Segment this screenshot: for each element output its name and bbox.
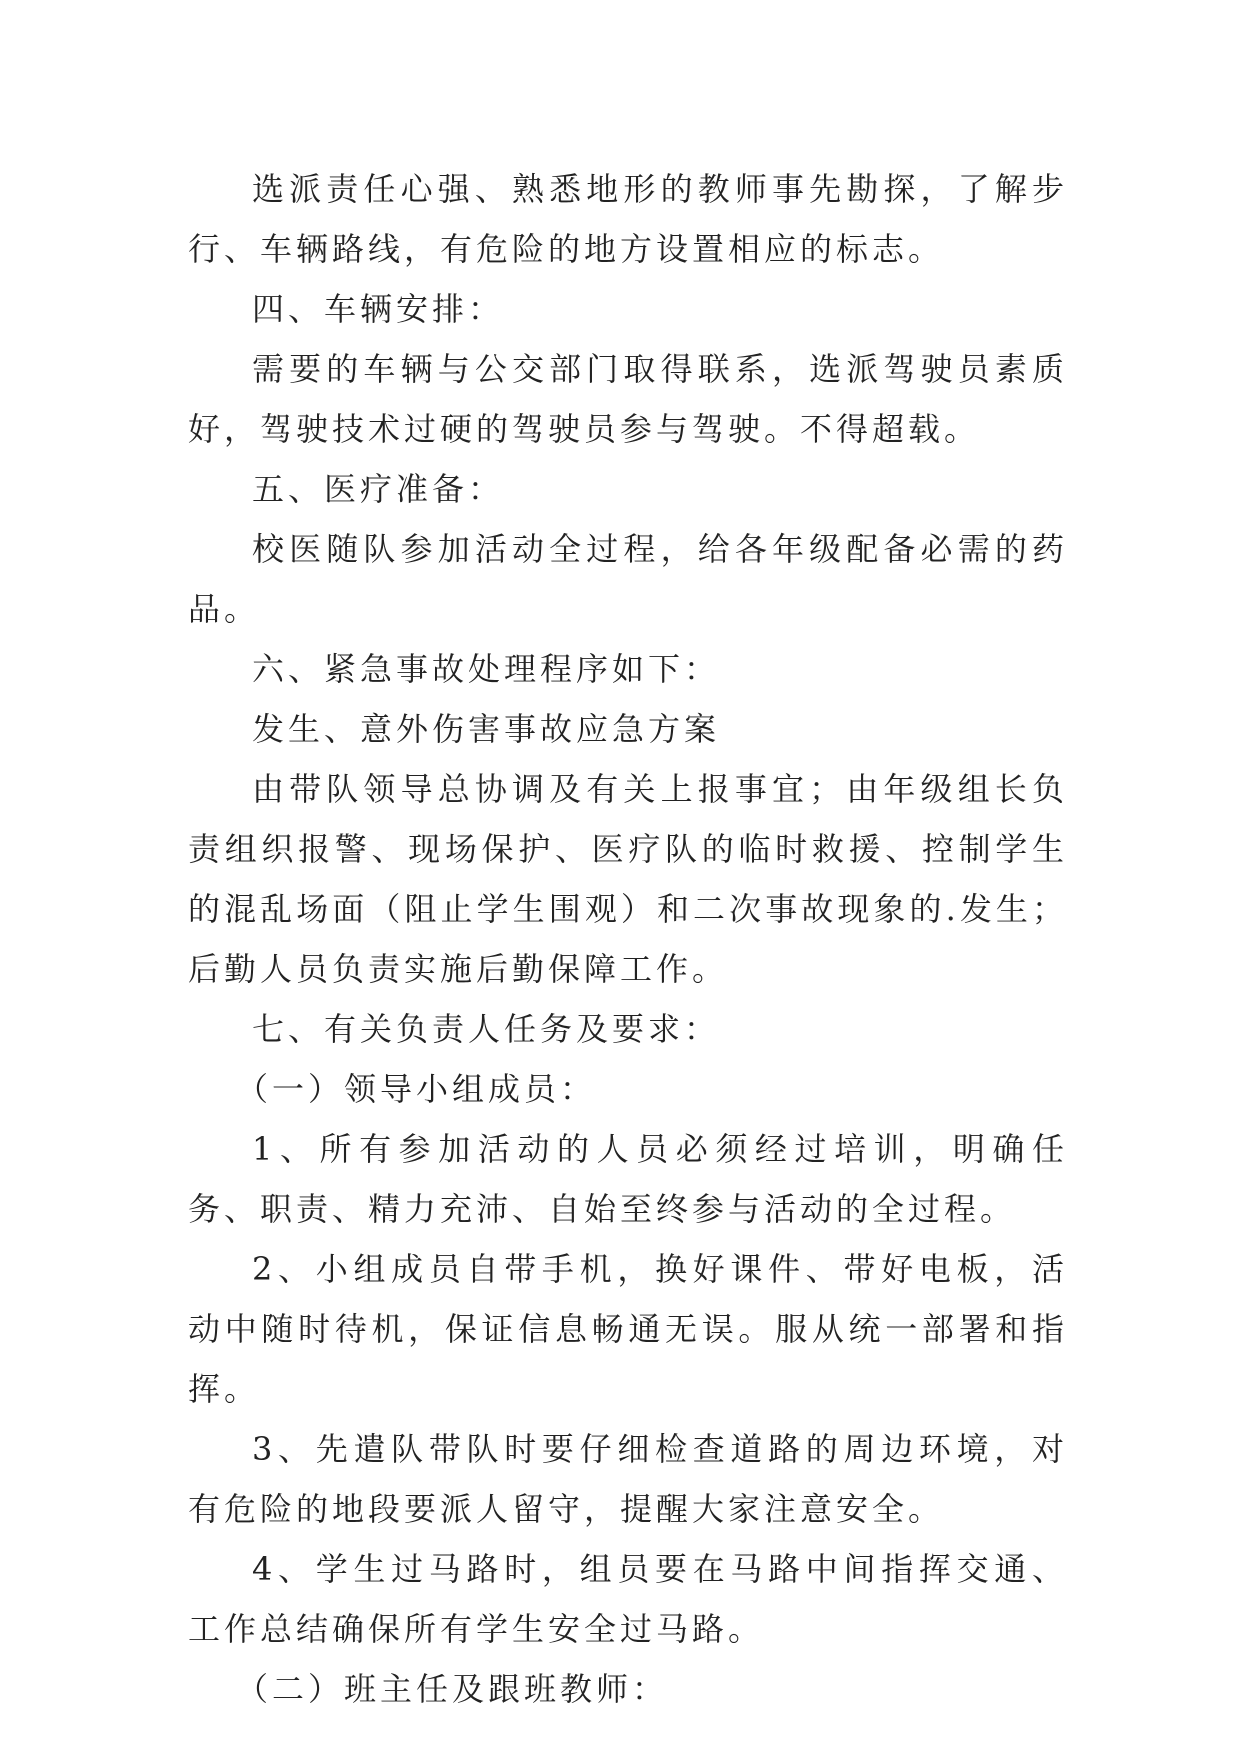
document-body [188,159,1068,1719]
heading-medical: 五、医疗准备： [252,470,505,508]
subheading-teachers: （二）班主任及跟班教师： [236,1670,669,1708]
list-item-1: 1、所有参加活动的人员必须经过培训，明确任务、职责、精力充沛、自始至终参与活动的全过程。 [188,1130,1068,1228]
heading-responsibilities: 七、有关负责人任务及要求： [252,1010,721,1048]
list-item-2: 2、小组成员自带手机，换好课件、带好电板，活动中随时待机，保证信息畅通无误。服从统一部署和指挥。 [188,1250,1068,1408]
paragraph-emergency-body: 由带队领导总协调及有关上报事宜；由年级组长负责组织报警、现场保护、医疗队的临时救援、控制学生的混乱场面（阻止学生围观）和二次事故现象的.发生；后勤人员负责实施后勤保障工作。 [188,770,1068,988]
subheading-leadership: （一）领导小组成员： [236,1070,597,1108]
list-item-4: 4、学生过马路时，组员要在马路中间指挥交通、工作总结确保所有学生安全过马路。 [188,1550,1068,1648]
paragraph-vehicles: 需要的车辆与公交部门取得联系，选派驾驶员素质好，驾驶技术过硬的驾驶员参与驾驶。不得超载。 [188,350,1068,448]
heading-vehicles: 四、车辆安排： [252,290,505,328]
paragraph-medical: 校医随队参加活动全过程，给各年级配备必需的药品。 [188,530,1068,628]
paragraph-survey: 选派责任心强、熟悉地形的教师事先勘探，了解步行、车辆路线，有危险的地方设置相应的标志。 [188,170,1068,268]
heading-emergency: 六、紧急事故处理程序如下： [252,650,721,688]
list-item-3: 3、先遣队带队时要仔细检查道路的周边环境，对有危险的地段要派人留守，提醒大家注意安全。 [188,1430,1068,1528]
paragraph-emergency-title: 发生、意外伤害事故应急方案 [252,710,721,748]
